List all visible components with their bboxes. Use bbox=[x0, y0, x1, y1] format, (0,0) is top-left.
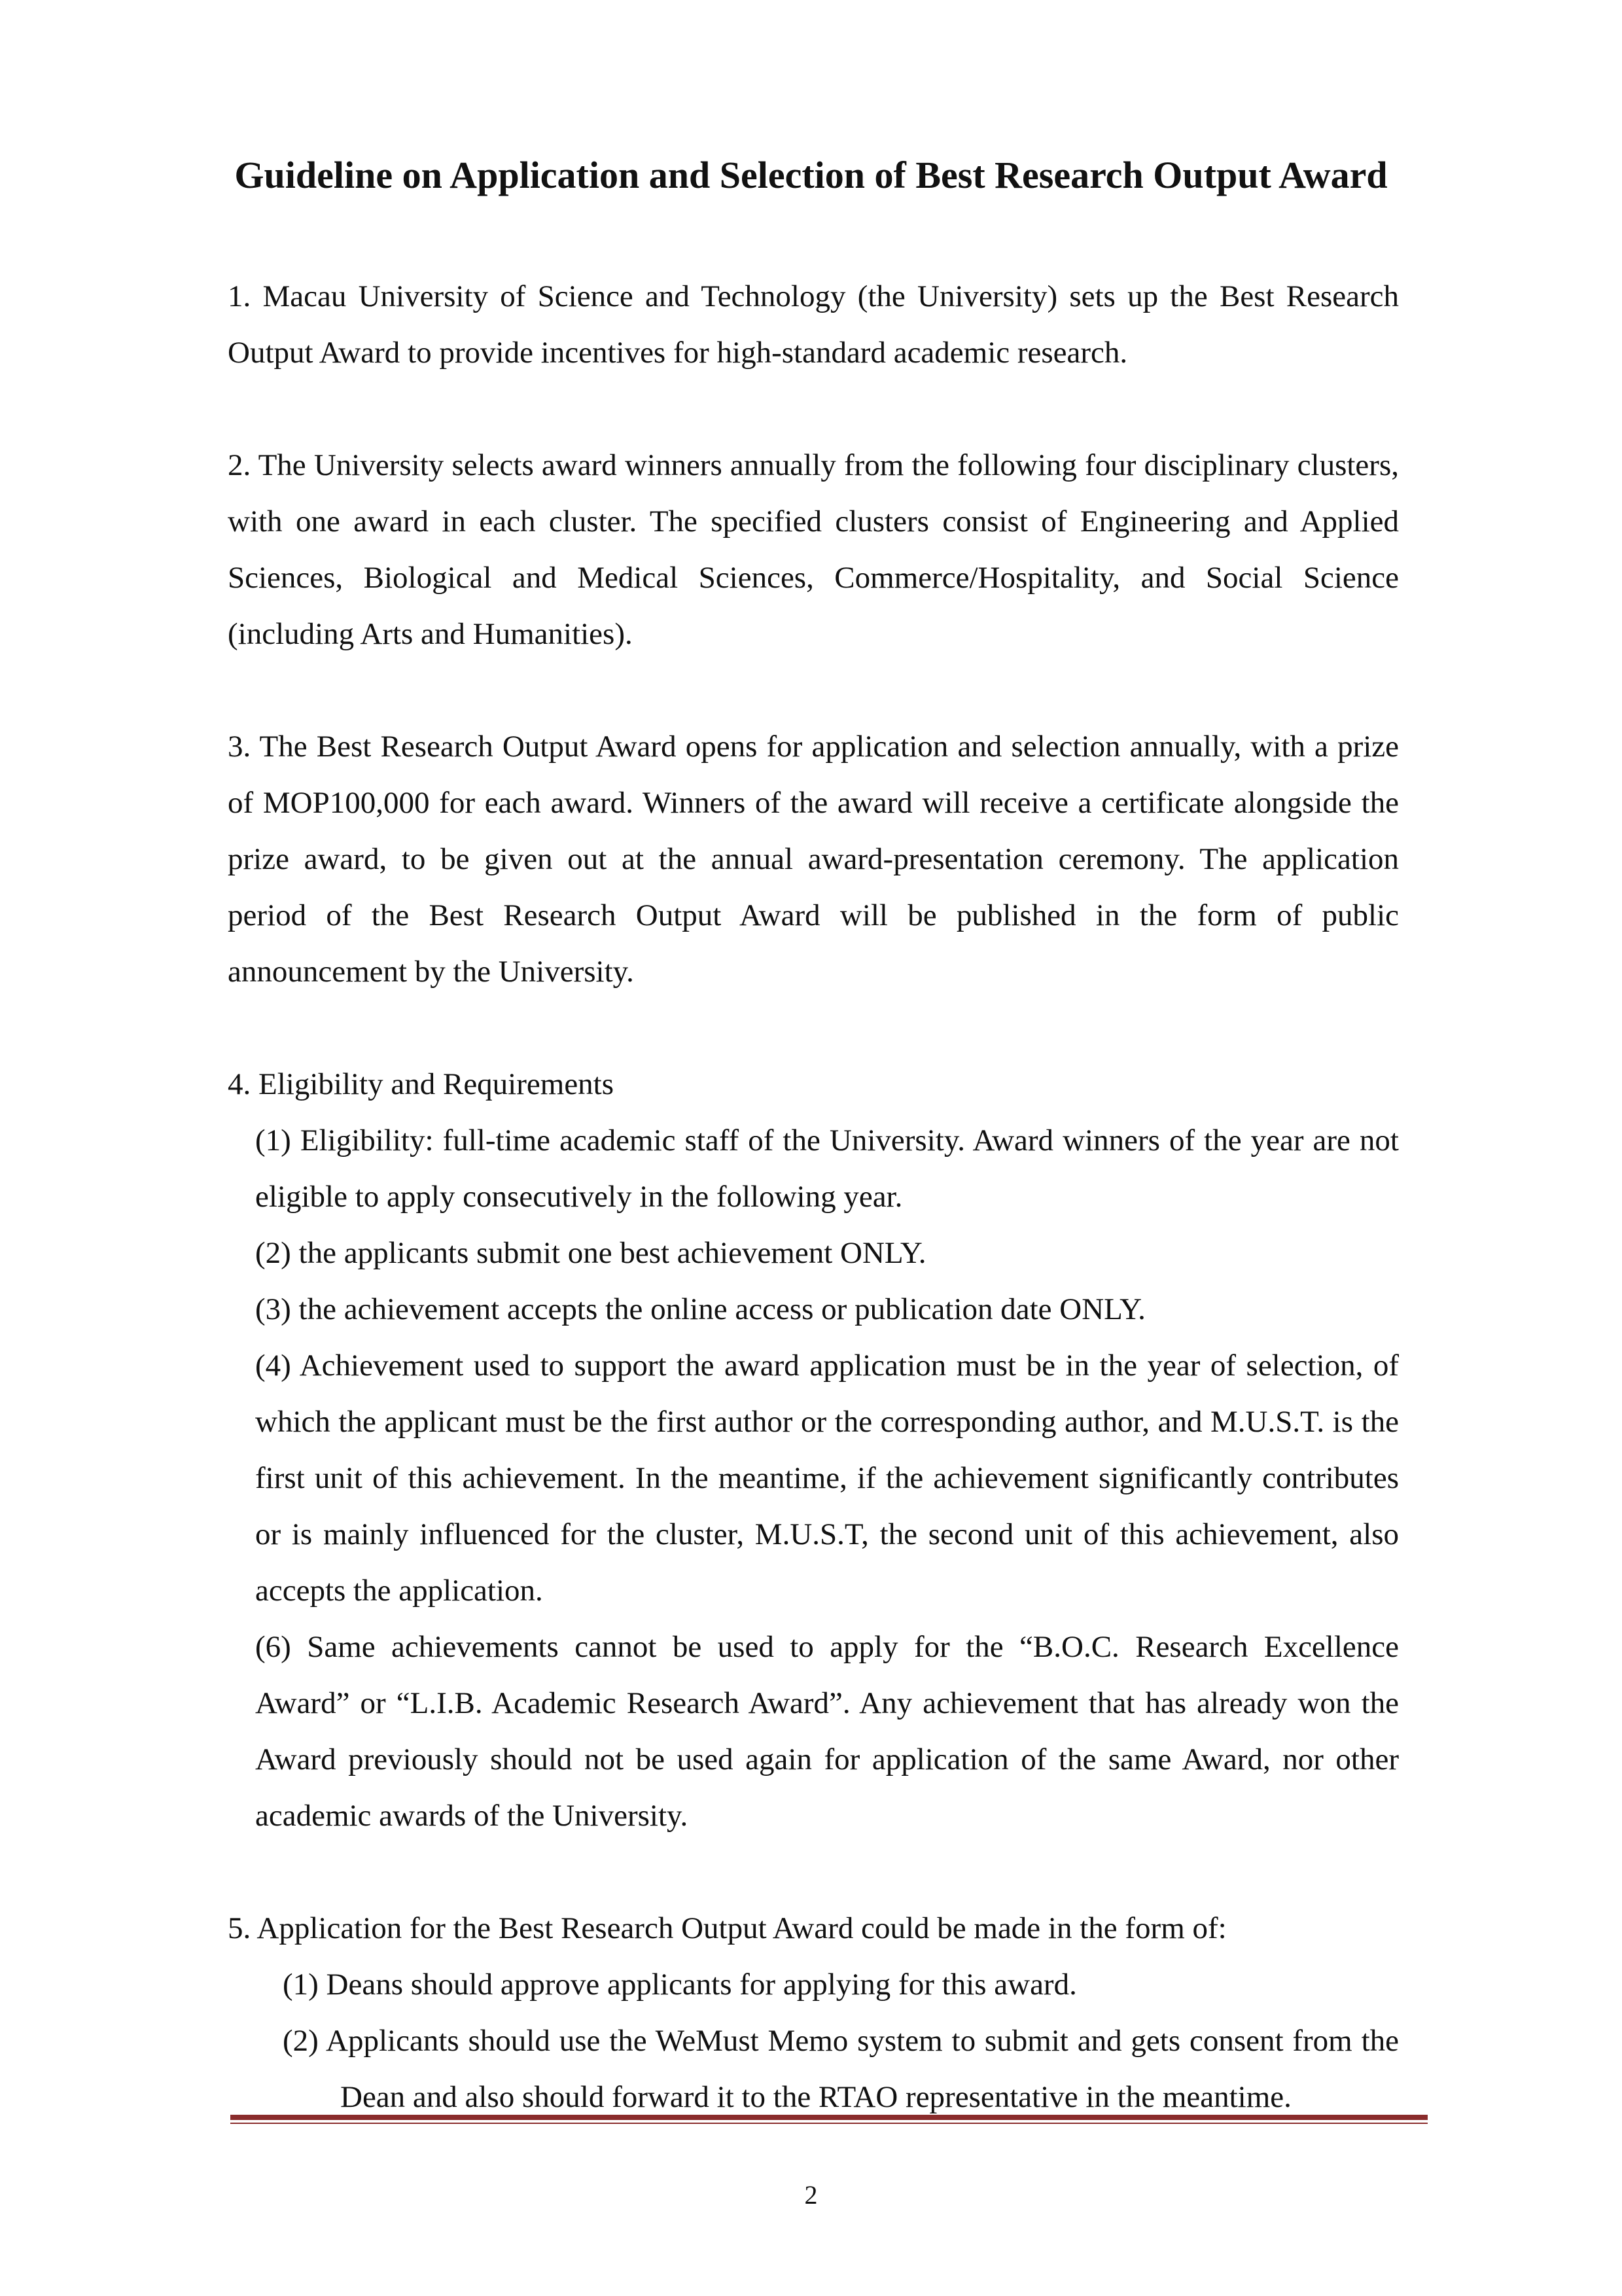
section-2: 2. The University selects award winners annually from the following four disciplinary clusters, with one award in each cluster. The specified clusters consist of Engineering and Applied Sciences, Biological and Medical Sciences, Commerce/Hospitality, and Social Science (including Arts and Humanities). bbox=[228, 448, 1399, 651]
section-4 bbox=[228, 1056, 1399, 1844]
page-title: Guideline on Application and Selection of Best Research Output Award bbox=[234, 154, 1388, 196]
section-5-heading: 5. Application for the Best Research Output Award could be made in the form of: bbox=[228, 1911, 1227, 1945]
page-number: 2 bbox=[804, 2180, 818, 2210]
section-3: 3. The Best Research Output Award opens for application and selection annually, with a prize of MOP100,000 for each award. Winners of the award will receive a certificate alongside the prize award, to be given out at the annual award-presentation ceremony. The application period of the Best Research Output Award will be published in the form of public announcement by the University. bbox=[228, 730, 1399, 989]
section-5-item: (1) Deans should approve applicants for applying for this award. bbox=[283, 1968, 1077, 2002]
footer-rule bbox=[230, 2115, 1428, 2120]
section-4-heading: 4. Eligibility and Requirements bbox=[228, 1067, 614, 1101]
footer-rule-thin bbox=[230, 2123, 1428, 2124]
section-5 bbox=[228, 1900, 1399, 2125]
section-4-item: (3) the achievement accepts the online access or publication date ONLY. bbox=[255, 1292, 1146, 1326]
section-4-item: (1) Eligibility: full-time academic staff of the University. Award winners of the year are not eligible to apply consecutively in the following year. bbox=[255, 1123, 1399, 1214]
section-4-item: (2) the applicants submit one best achievement ONLY. bbox=[255, 1236, 926, 1270]
section-5-item: (2) Applicants should use the WeMust Memo system to submit and gets consent from the Dean and also should forward it to the RTAO representative in the meantime. bbox=[283, 2024, 1399, 2114]
section-4-item: (6) Same achievements cannot be used to apply for the “B.O.C. Research Excellence Award” or “L.I.B. Academic Research Award”. Any achievement that has already won the Award previously should not be used again for application of the same Award, nor other academic awards of the University. bbox=[255, 1630, 1399, 1833]
section-1: 1. Macau University of Science and Technology (the University) sets up the Best Research Output Award to provide incentives for high-standard academic research. bbox=[228, 279, 1399, 370]
section-4-item: (4) Achievement used to support the award application must be in the year of selection, of which the applicant must be the first author or the corresponding author, and M.U.S.T. is the first unit of this achievement. In the meantime, if the achievement significantly contributes or is mainly influenced for the cluster, M.U.S.T, the second unit of this achievement, also accepts the application. bbox=[255, 1349, 1399, 1608]
document-body bbox=[228, 268, 1399, 2125]
